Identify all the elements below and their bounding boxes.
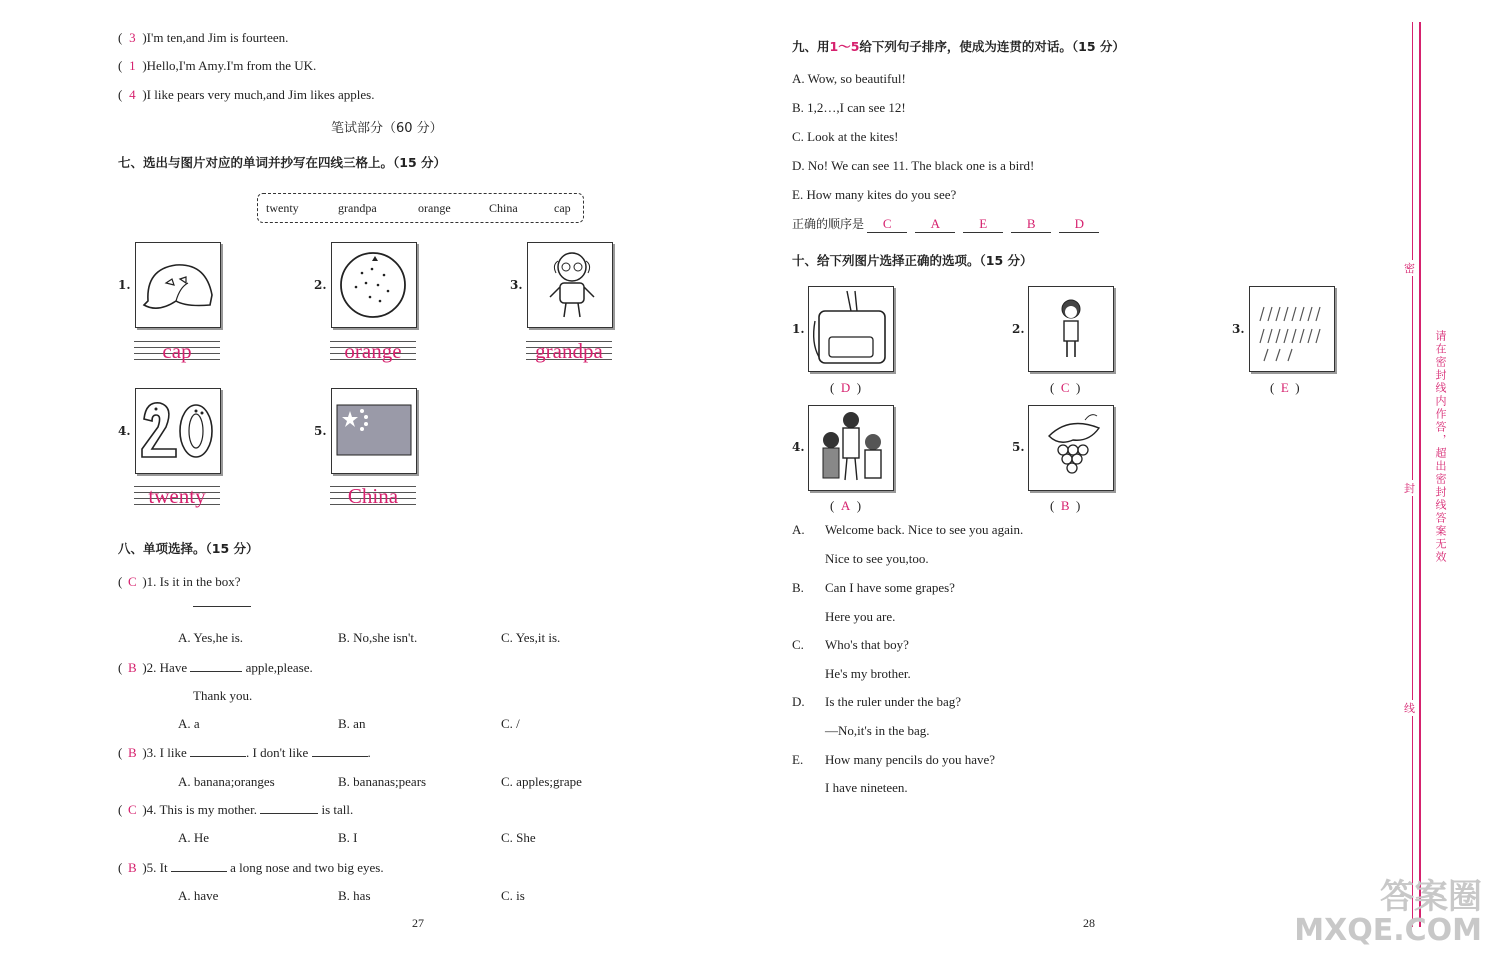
answer-blank [193, 606, 251, 607]
question-4: ( C )4. This is my mother. is tall. [118, 802, 354, 817]
choice-paren: ( A ) [830, 498, 862, 513]
answer-word: grandpa [535, 339, 603, 363]
response-line: Thank you. [193, 688, 253, 703]
watermark-line: 答案圈 [1380, 877, 1482, 917]
item-number: 5. [314, 424, 327, 438]
question-5: ( B )5. It a long nose and two big eyes. [118, 860, 384, 875]
sentence-c: C. Look at the kites! [792, 129, 899, 144]
question-text: )3. I like [142, 745, 187, 760]
cap-icon [136, 243, 220, 327]
dialog-line: Is the ruler under the bag? [825, 694, 962, 709]
item-number: 1. [792, 322, 805, 336]
dialog-reply: I have nineteen. [825, 780, 908, 795]
order-slot: B [1011, 216, 1051, 233]
watermark-line: MXQE.COM [1294, 913, 1482, 948]
option-a: A. a [178, 716, 200, 731]
word-bank-item: grandpa [338, 201, 377, 215]
option-c: C. She [501, 830, 536, 845]
option-a: A. He [178, 830, 210, 845]
orange-icon [332, 243, 416, 327]
dialog-letter: E. [792, 752, 804, 767]
question-text-end: . [367, 745, 371, 760]
question-3: ( B )3. I like . I don't like . [118, 745, 371, 760]
title-part: 九、用 [792, 39, 830, 54]
sentence-e: E. How many kites do you see? [792, 187, 957, 202]
title-range: 1～5 [829, 39, 860, 54]
boy-icon [1029, 287, 1113, 371]
answer-mark: C [128, 574, 137, 589]
order-slot: E [963, 216, 1003, 233]
choice-answer: E [1280, 380, 1289, 395]
flag-icon [332, 389, 416, 473]
twenty-icon [136, 389, 220, 473]
word-bank-item: China [489, 201, 518, 215]
pencils-picture [1249, 286, 1335, 372]
dialog-line: Can I have some grapes? [825, 580, 955, 595]
children-icon [809, 406, 893, 490]
item-number: 5. [1012, 440, 1025, 454]
dialog-line: How many pencils do you have? [825, 752, 996, 767]
answer-mark: B [128, 660, 137, 675]
line-text: )I like pears very much,and Jim likes apples. [142, 87, 375, 102]
boy-picture [1028, 286, 1114, 372]
dialog-line: Who's that boy? [825, 637, 909, 652]
choice-answer: C [1060, 380, 1070, 395]
writing-lines [330, 486, 416, 512]
dialog-reply: Here you are. [825, 609, 896, 624]
question-text-end: a long nose and two big eyes. [230, 860, 384, 875]
option-a: A. Yes,he is. [178, 630, 244, 645]
item-number: 3. [510, 278, 523, 292]
choice-paren: ( C ) [1050, 380, 1081, 395]
sentence-a: A. Wow, so beautiful! [792, 71, 906, 86]
question-text: )4. This is my mother. [142, 802, 257, 817]
dialog-reply: He's my brother. [825, 666, 911, 681]
answer-mark: 4 [129, 87, 136, 102]
dialog-letter: D. [792, 694, 805, 709]
dialog-reply: —No,it's in the bag. [825, 723, 930, 738]
word-bank-item: orange [418, 201, 451, 215]
question-1: ( C )1. Is it in the box? [118, 574, 241, 589]
item-number: 3. [1232, 322, 1245, 336]
item-number: 4. [118, 424, 131, 438]
seal-label: 封 [1404, 482, 1415, 495]
china-flag-picture [331, 388, 417, 474]
order-answer-row [792, 215, 1107, 233]
writing-lines [134, 341, 220, 367]
choice-answer: D [840, 380, 851, 395]
question-text: )1. Is it in the box? [142, 574, 241, 589]
item-number: 2. [314, 278, 327, 292]
seal-line-right [1419, 22, 1421, 927]
option-b: B. bananas;pears [338, 774, 427, 789]
watermark [1294, 877, 1482, 948]
line-text: )Hello,I'm Amy.I'm from the UK. [142, 58, 317, 73]
question-text: )2. Have [142, 660, 188, 675]
option-c: C. is [501, 888, 525, 903]
writing-lines [134, 486, 220, 512]
grandpa-icon [528, 243, 612, 327]
title-part: 给下列句子排序，使成为连贯的对话。（15 分） [859, 39, 1125, 54]
answer-blank [171, 860, 227, 872]
grandpa-picture [527, 242, 613, 328]
dialog-reply: Nice to see you,too. [825, 551, 929, 566]
question-text-end: is tall. [321, 802, 354, 817]
choice-paren: ( D ) [830, 380, 862, 395]
question-2: ( B )2. Have apple,please. [118, 660, 313, 675]
dialog-letter: A. [792, 522, 805, 537]
listening-line-1: ( 3 )I'm ten,and Jim is fourteen. [118, 30, 289, 45]
page-number-left: 27 [412, 916, 424, 930]
answer-blank [260, 802, 318, 814]
listening-line-3: ( 4 )I like pears very much,and Jim likes apples. [118, 87, 375, 102]
dialog-line: Welcome back. Nice to see you again. [825, 522, 1024, 537]
section8-title: 八、单项选择。（15 分） [118, 541, 259, 556]
question-text: )5. It [142, 860, 168, 875]
section10-title: 十、给下列图片选择正确的选项。（15 分） [792, 253, 1033, 268]
word-bank-item: cap [554, 201, 571, 215]
choice-answer: A [840, 498, 851, 513]
answer-blank [190, 660, 242, 672]
cap-picture [135, 242, 221, 328]
answer-mark: B [128, 745, 137, 760]
writing-lines [330, 341, 416, 367]
line-text: )I'm ten,and Jim is fourteen. [142, 30, 289, 45]
question-text-end: apple,please. [245, 660, 313, 675]
item-number: 1. [118, 278, 131, 292]
schoolbag-icon [809, 287, 893, 371]
option-c: C. Yes,it is. [501, 630, 561, 645]
page-number-right: 28 [1083, 916, 1095, 930]
item-number: 2. [1012, 322, 1025, 336]
seal-notice: 请在密封线内作答，超出密封线答案无效 [1434, 330, 1447, 564]
option-b: B. an [338, 716, 366, 731]
order-label: 正确的顺序是 [792, 217, 865, 231]
option-c: C. / [501, 716, 520, 731]
answer-blank [312, 745, 368, 757]
order-slot: C [867, 216, 907, 233]
answer-word: China [347, 484, 399, 508]
number-twenty-picture [135, 388, 221, 474]
answer-blank [190, 745, 246, 757]
listening-line-2: ( 1 )Hello,I'm Amy.I'm from the UK. [118, 58, 317, 73]
order-slot: D [1059, 216, 1099, 233]
writing-lines [526, 341, 612, 367]
question-text-mid: . I don't like [246, 745, 309, 760]
choice-paren: ( E ) [1270, 380, 1300, 395]
choice-answer: B [1060, 498, 1070, 513]
seal-label: 线 [1404, 702, 1415, 715]
schoolbag-picture [808, 286, 894, 372]
sentence-b: B. 1,2…,I can see 12! [792, 100, 906, 115]
word-bank [257, 193, 584, 223]
answer-mark: 3 [129, 30, 136, 45]
choice-paren: ( B ) [1050, 498, 1081, 513]
item-number: 4. [792, 440, 805, 454]
answer-word: orange [344, 339, 402, 363]
grapes-icon [1029, 406, 1113, 490]
section9-title [792, 37, 1125, 55]
answer-word: twenty [148, 484, 206, 508]
answer-mark: C [128, 802, 137, 817]
sentence-d: D. No! We can see 11. The black one is a bird! [792, 158, 1035, 173]
answer-word: cap [162, 339, 192, 363]
order-slot: A [915, 216, 955, 233]
seal-line-left [1412, 22, 1413, 927]
orange-picture [331, 242, 417, 328]
option-a: A. have [178, 888, 219, 903]
option-b: B. I [338, 830, 358, 845]
option-b: B. No,she isn't. [338, 630, 418, 645]
children-picture [808, 405, 894, 491]
option-c: C. apples;grape [501, 774, 582, 789]
seal-label: 密 [1404, 262, 1415, 275]
section7-title: 七、选出与图片对应的单词并抄写在四线三格上。（15 分） [118, 155, 446, 170]
written-part-title: 笔试部分（60 分） [331, 121, 443, 136]
dialog-letter: B. [792, 580, 804, 595]
answer-mark: B [128, 860, 137, 875]
word-bank-item: twenty [266, 201, 299, 215]
answer-mark: 1 [129, 58, 136, 73]
option-b: B. has [338, 888, 371, 903]
grapes-picture [1028, 405, 1114, 491]
option-a: A. banana;oranges [178, 774, 275, 789]
pencils-icon [1250, 287, 1334, 371]
dialog-letter: C. [792, 637, 804, 652]
